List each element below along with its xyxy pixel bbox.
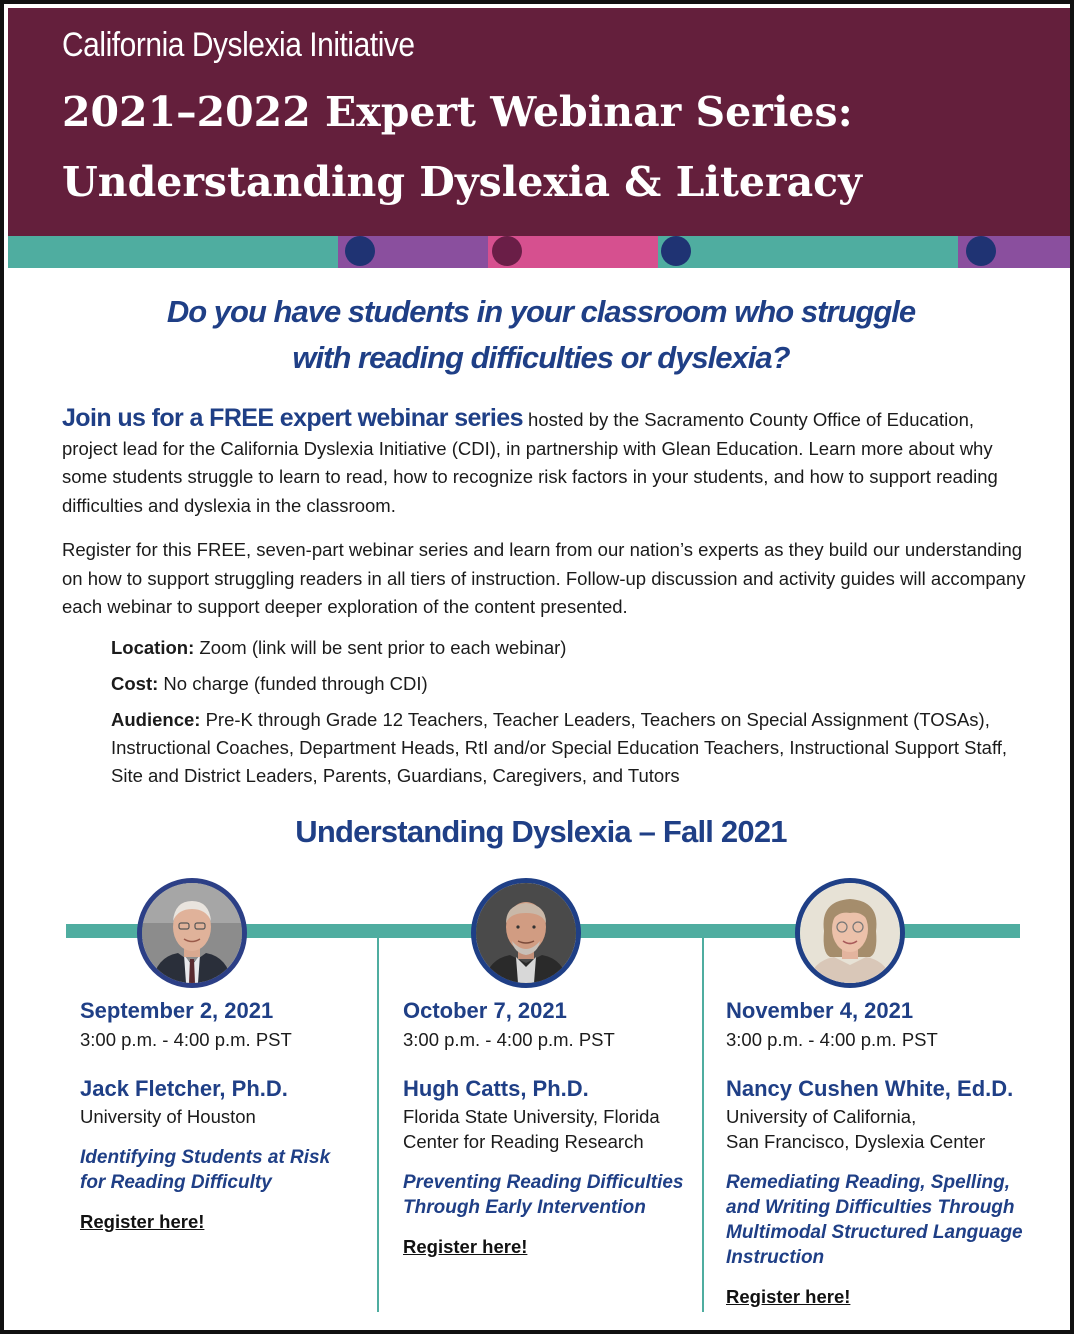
portrait-icon (800, 883, 900, 983)
register-link[interactable]: Register here! (403, 1236, 528, 1257)
section-title: Understanding Dyslexia – Fall 2021 (295, 814, 787, 849)
webinar-time: 3:00 p.m. - 4:00 p.m. PST (403, 1029, 615, 1050)
webinar-topic (403, 1170, 703, 1220)
portrait-icon (142, 883, 242, 983)
cost-value: No charge (funded through CDI) (158, 673, 428, 694)
speaker-photo-fletcher (137, 878, 247, 988)
webinar-topic (80, 1145, 380, 1195)
speaker-institution: San Francisco, Dyslexia Center (726, 1131, 986, 1152)
speaker-name: Jack Fletcher, Ph.D. (80, 1076, 288, 1101)
series-title-line2: Understanding Dyslexia & Literacy (62, 158, 862, 206)
speaker-name: Hugh Catts, Ph.D. (403, 1076, 589, 1101)
topic-line: Identifying Students at Risk (80, 1147, 331, 1168)
band-segment-teal (8, 236, 338, 268)
webinar-date: November 4, 2021 (726, 998, 914, 1023)
speaker-photo-white (795, 878, 905, 988)
register-link[interactable]: Register here! (726, 1286, 851, 1307)
band-dot (966, 236, 996, 266)
webinar-date: October 7, 2021 (403, 998, 567, 1023)
topic-line: Preventing Reading Difficulties (403, 1172, 684, 1193)
band-dot (345, 236, 375, 266)
org-name: California Dyslexia Initiative (62, 26, 415, 64)
cost-line (111, 670, 1041, 698)
speaker-institution: Center for Reading Research (403, 1131, 644, 1152)
register-link[interactable]: Register here! (80, 1211, 205, 1232)
portrait-icon (476, 883, 576, 983)
speaker-institution: University of California, (726, 1106, 917, 1127)
audience-label: Audience: (111, 709, 201, 730)
speaker-institution: University of Houston (80, 1106, 256, 1127)
webinar-card-1 (80, 996, 380, 1233)
location-line (111, 634, 1041, 662)
decorative-color-band (8, 236, 1074, 268)
band-dot (492, 236, 522, 266)
webinar-time: 3:00 p.m. - 4:00 p.m. PST (726, 1029, 938, 1050)
speaker-institution: Florida State University, Florida (403, 1106, 660, 1127)
audience-line (111, 706, 1041, 790)
cost-label: Cost: (111, 673, 159, 694)
topic-line: and Writing Difficulties Through (726, 1197, 1015, 1218)
webinar-card-3 (726, 996, 1026, 1308)
webinar-card-2 (403, 996, 703, 1258)
question-line1: Do you have students in your classroom who struggle (166, 294, 916, 329)
topic-line: for Reading Difficulty (80, 1172, 272, 1193)
intro-lead: Join us for a FREE expert webinar series (62, 404, 523, 432)
webinar-time: 3:00 p.m. - 4:00 p.m. PST (80, 1029, 292, 1050)
series-title-line1: 2021–2022 Expert Webinar Series: (62, 88, 853, 136)
band-segment-teal-2 (658, 236, 958, 268)
register-paragraph: Register for this FREE, seven-part webinar series and learn from our nation’s experts as they build our understanding on how to support struggling readers in all tiers of instruction. Follow-up discussion and activity guides will accompany each webinar to support deeper exploration of the content presented. (62, 539, 1026, 617)
topic-line: Instruction (726, 1247, 825, 1268)
topic-line: Multimodal Structured Language (726, 1222, 1023, 1243)
header-banner (8, 8, 1074, 236)
intro-text: hosted by the Sacramento County Office of Education, project lead for the California Dyslexia Initiative (CDI), in partnership with Glean Education. Learn more about why some students struggle to learn to read, how to recognize risk factors in your students, and how to support reading difficulties and dyslexia in the classroom. (62, 409, 998, 516)
location-value: Zoom (link will be sent prior to each webinar) (194, 637, 567, 658)
location-label: Location: (111, 637, 195, 658)
speaker-name: Nancy Cushen White, Ed.D. (726, 1076, 1014, 1101)
webinar-topic (726, 1170, 1026, 1270)
speaker-photo-catts (471, 878, 581, 988)
question-line2: with reading difficulties or dyslexia? (292, 340, 790, 375)
intro-paragraph (62, 404, 1027, 520)
topic-line: Through Early Intervention (403, 1197, 646, 1218)
band-dot (661, 236, 691, 266)
webinar-date: September 2, 2021 (80, 998, 274, 1023)
audience-value: Pre-K through Grade 12 Teachers, Teacher Leaders, Teachers on Special Assignment (TOSAs), Instructional Coaches, Department Heads, RtI and/or Special Education Teachers, Instructional Support Staff, Site and District Leaders, Parents, Guardians, Caregivers, and Tutors (111, 709, 1008, 786)
topic-line: Remediating Reading, Spelling, (726, 1172, 1010, 1193)
